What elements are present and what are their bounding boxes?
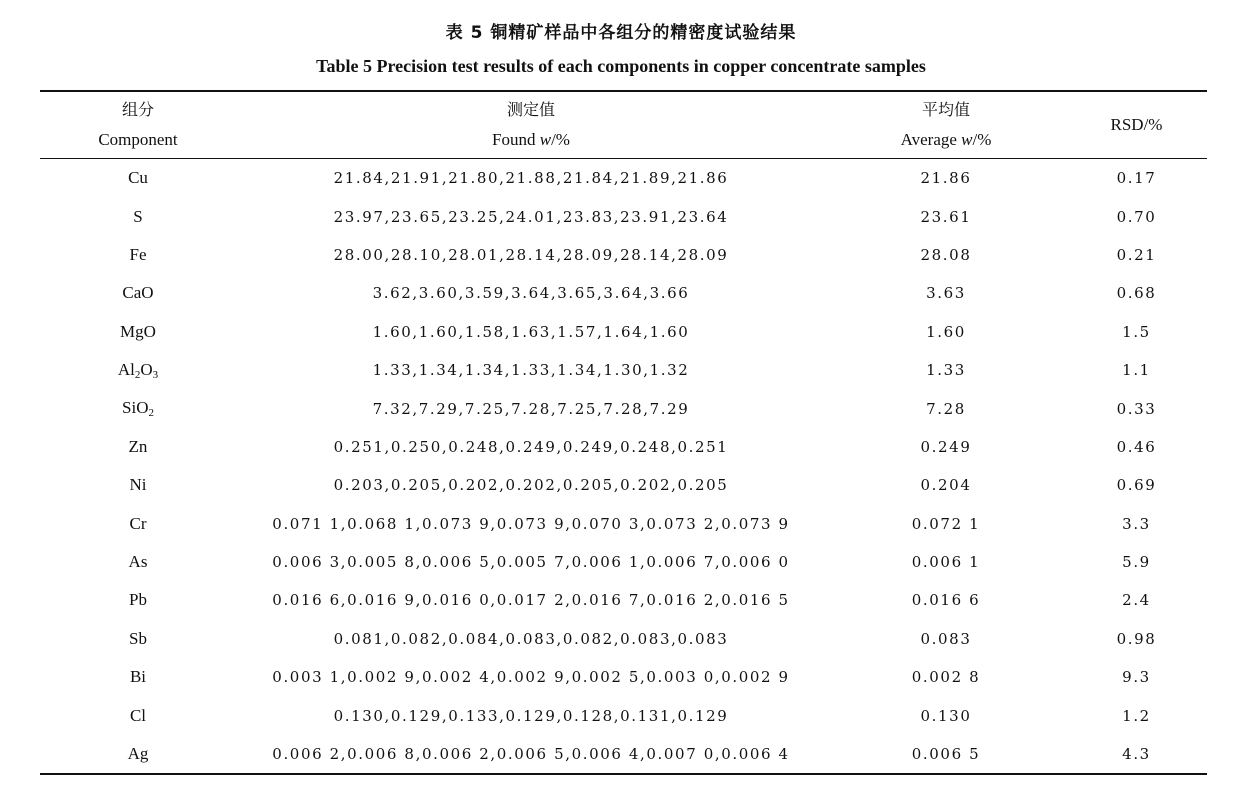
header-found — [236, 95, 826, 155]
cell-found-values: 0.081,0.082,0.084,0.083,0.082,0.083,0.083 — [333, 629, 729, 648]
cell-rsd: 0.21 — [1116, 245, 1157, 264]
cell-average: 28.08 — [920, 245, 972, 264]
cell-found-values: 7.32,7.29,7.25,7.28,7.25,7.28,7.29 — [372, 399, 690, 418]
cell-average: 7.28 — [926, 399, 966, 418]
cell-rsd: 1.2 — [1122, 706, 1151, 725]
cell-component: Cu — [128, 168, 148, 188]
header-found-cn: 测定值 — [506, 100, 555, 119]
cell-found-values: 28.00,28.10,28.01,28.14,28.09,28.14,28.09 — [333, 245, 729, 264]
cell-rsd: 5.9 — [1122, 553, 1151, 572]
table-top-rule — [40, 90, 1207, 92]
cell-found-values: 0.251,0.250,0.248,0.249,0.249,0.248,0.251 — [333, 437, 729, 456]
table-row — [40, 274, 1207, 312]
cell-rsd: 3.3 — [1122, 514, 1151, 533]
table-row — [40, 351, 1207, 389]
header-average — [826, 95, 1066, 155]
cell-component: S — [133, 206, 143, 226]
cell-component: Cr — [129, 513, 147, 533]
cell-component: Pb — [129, 590, 147, 610]
cell-average: 0.130 — [920, 706, 972, 725]
cell-found-values: 0.071 1,0.068 1,0.073 9,0.073 9,0.070 3,0.073 2,0.073 9 — [272, 514, 790, 533]
table-row — [40, 466, 1207, 504]
cell-average: 0.006 5 — [911, 745, 981, 764]
cell-component: Cl — [129, 705, 147, 725]
cell-rsd: 0.70 — [1116, 207, 1157, 226]
table-row — [40, 159, 1207, 197]
cell-rsd: 0.46 — [1116, 437, 1157, 456]
header-average-cn: 平均值 — [921, 100, 970, 119]
cell-component: Sb — [129, 628, 147, 648]
cell-rsd: 0.17 — [1116, 169, 1157, 188]
cell-rsd: 4.3 — [1122, 745, 1151, 764]
cell-component: Bi — [129, 667, 147, 687]
cell-average: 1.33 — [926, 361, 966, 380]
cell-found-values: 3.62,3.60,3.59,3.64,3.65,3.64,3.66 — [372, 284, 690, 303]
table-row — [40, 735, 1207, 773]
table-row — [40, 696, 1207, 734]
header-component — [40, 95, 236, 155]
cell-found-values: 21.84,21.91,21.80,21.88,21.84,21.89,21.86 — [333, 169, 729, 188]
cell-average: 0.204 — [920, 476, 972, 495]
cell-rsd: 0.98 — [1116, 629, 1157, 648]
cell-component: $Al_2O_3$ — [117, 359, 159, 381]
cell-component: Fe — [129, 244, 147, 264]
table-row — [40, 581, 1207, 619]
cell-component: SiO$_2$ — [122, 398, 154, 420]
cell-average: 0.006 1 — [911, 553, 981, 572]
cell-component: MgO — [120, 321, 156, 341]
cell-found-values: 1.33,1.34,1.34,1.33,1.34,1.30,1.32 — [372, 361, 690, 380]
table-row — [40, 236, 1207, 274]
table-row — [40, 543, 1207, 581]
table-bottom-rule — [40, 773, 1207, 775]
cell-component: As — [128, 552, 148, 572]
header-component-en: Component — [98, 130, 178, 149]
cell-found-values: 0.130,0.129,0.133,0.129,0.128,0.131,0.129 — [333, 706, 729, 725]
cell-average: 0.016 6 — [911, 591, 981, 610]
cell-found-values: 0.203,0.205,0.202,0.202,0.205,0.202,0.205 — [333, 476, 729, 495]
cell-component: Ni — [129, 475, 147, 495]
cell-found-values: 1.60,1.60,1.58,1.63,1.57,1.64,1.60 — [372, 322, 690, 341]
table-row — [40, 313, 1207, 351]
cell-rsd: 0.33 — [1116, 399, 1157, 418]
table-row — [40, 620, 1207, 658]
header-component-cn: 组分 — [121, 100, 154, 119]
cell-found-values: 0.016 6,0.016 9,0.016 0,0.017 2,0.016 7,0.016 2,0.016 5 — [272, 591, 790, 610]
table-row — [40, 197, 1207, 235]
table-row — [40, 389, 1207, 427]
cell-average: 23.61 — [920, 207, 972, 226]
cell-average: 0.249 — [920, 437, 972, 456]
cell-average: 3.63 — [926, 284, 966, 303]
cell-found-values: 23.97,23.65,23.25,24.01,23.83,23.91,23.64 — [333, 207, 729, 226]
cell-rsd: 9.3 — [1122, 668, 1151, 687]
cell-rsd: 1.1 — [1122, 361, 1151, 380]
table-title-english: Table 5 Precision test results of each components in copper concentrate samples — [316, 56, 926, 76]
cell-rsd: 1.5 — [1122, 322, 1151, 341]
header-rsd: RSD/% — [1110, 115, 1163, 134]
table-row — [40, 505, 1207, 543]
cell-component: Zn — [128, 436, 148, 456]
cell-component: Ag — [127, 744, 149, 764]
table-row — [40, 428, 1207, 466]
cell-rsd: 2.4 — [1122, 591, 1151, 610]
table-body — [40, 159, 1207, 773]
cell-average: 0.072 1 — [911, 514, 981, 533]
cell-average: 0.083 — [920, 629, 972, 648]
table-title-chinese: 表 5 铜精矿样品中各组分的精密度试验结果 — [445, 23, 797, 43]
cell-found-values: 0.006 3,0.005 8,0.006 5,0.005 7,0.006 1,0.006 7,0.006 0 — [272, 553, 790, 572]
cell-average: 21.86 — [920, 169, 972, 188]
cell-average: 0.002 8 — [911, 668, 981, 687]
cell-component: CaO — [122, 283, 154, 303]
header-found-en: Found w/% — [492, 130, 570, 149]
table-row — [40, 658, 1207, 696]
cell-rsd: 0.68 — [1116, 284, 1157, 303]
cell-average: 1.60 — [926, 322, 966, 341]
cell-found-values: 0.003 1,0.002 9,0.002 4,0.002 9,0.002 5,0.003 0,0.002 9 — [272, 668, 790, 687]
cell-found-values: 0.006 2,0.006 8,0.006 2,0.006 5,0.006 4,0.007 0,0.006 4 — [272, 745, 790, 764]
header-average-en: Average w/% — [900, 130, 992, 149]
cell-rsd: 0.69 — [1116, 476, 1157, 495]
